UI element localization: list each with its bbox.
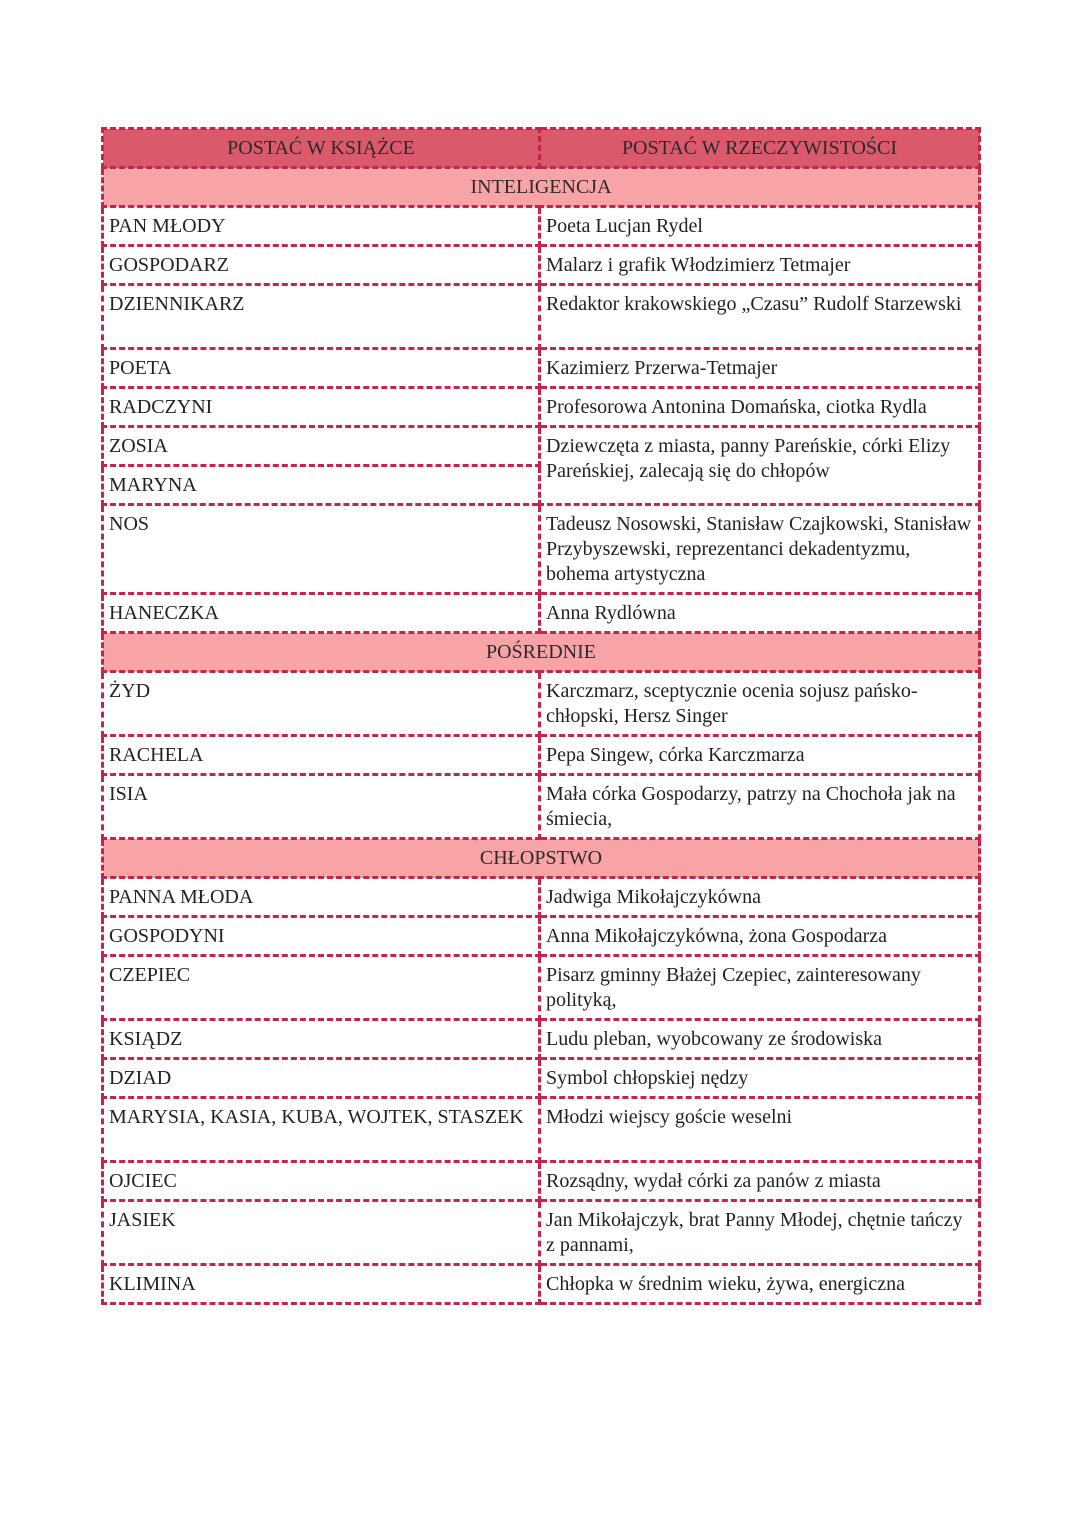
table-row [103, 1059, 980, 1098]
table-row [103, 427, 980, 466]
book-character-cell: MARYNA [103, 466, 540, 505]
table-row [103, 285, 980, 349]
book-character-cell: ZOSIA [103, 427, 540, 466]
section-title: INTELIGENCJA [103, 168, 980, 207]
real-person-cell: Anna Rydlówna [540, 594, 980, 633]
real-person-cell: Pisarz gminny Błażej Czepiec, zainteresowany polityką, [540, 956, 980, 1020]
table-row [103, 1020, 980, 1059]
real-person-cell: Malarz i grafik Włodzimierz Tetmajer [540, 246, 980, 285]
real-person-cell: Dziewczęta z miasta, panny Pareńskie, córki Elizy Pareńskiej, zalecają się do chłopów [540, 427, 980, 505]
header-book-character: POSTAĆ W KSIĄŻCE [103, 129, 540, 168]
section-row-inteligencja [103, 168, 980, 207]
table-row [103, 878, 980, 917]
book-character-cell: JASIEK [103, 1201, 540, 1265]
table-row [103, 736, 980, 775]
book-character-cell: DZIENNIKARZ [103, 285, 540, 349]
table-row [103, 672, 980, 736]
table-row [103, 388, 980, 427]
table-row [103, 1201, 980, 1265]
real-person-cell: Poeta Lucjan Rydel [540, 207, 980, 246]
section-title: POŚREDNIE [103, 633, 980, 672]
real-person-cell: Rozsądny, wydał córki za panów z miasta [540, 1162, 980, 1201]
table-row [103, 207, 980, 246]
real-person-cell: Kazimierz Przerwa-Tetmajer [540, 349, 980, 388]
book-character-cell: KLIMINA [103, 1265, 540, 1304]
section-row-chlopstwo [103, 839, 980, 878]
section-title: CHŁOPSTWO [103, 839, 980, 878]
section-row-posrednie [103, 633, 980, 672]
header-real-person: POSTAĆ W RZECZYWISTOŚCI [540, 129, 980, 168]
table-row [103, 246, 980, 285]
real-person-cell: Profesorowa Antonina Domańska, ciotka Rydla [540, 388, 980, 427]
real-person-cell: Symbol chłopskiej nędzy [540, 1059, 980, 1098]
header-row [103, 129, 980, 168]
book-character-cell: OJCIEC [103, 1162, 540, 1201]
book-character-cell: DZIAD [103, 1059, 540, 1098]
book-character-cell: GOSPODYNI [103, 917, 540, 956]
real-person-cell: Jadwiga Mikołajczykówna [540, 878, 980, 917]
book-character-cell: NOS [103, 505, 540, 594]
real-person-cell: Karczmarz, sceptycznie ocenia sojusz pańsko-chłopski, Hersz Singer [540, 672, 980, 736]
table-row [103, 917, 980, 956]
real-person-cell: Młodzi wiejscy goście weselni [540, 1098, 980, 1162]
table-row [103, 775, 980, 839]
book-character-cell: KSIĄDZ [103, 1020, 540, 1059]
real-person-cell: Tadeusz Nosowski, Stanisław Czajkowski, Stanisław Przybyszewski, reprezentanci dekadentyzmu, bohema artystyczna [540, 505, 980, 594]
book-character-cell: POETA [103, 349, 540, 388]
real-person-cell: Jan Mikołajczyk, brat Panny Młodej, chętnie tańczy z pannami, [540, 1201, 980, 1265]
book-character-cell: CZEPIEC [103, 956, 540, 1020]
characters-table [101, 127, 981, 1305]
book-character-cell: HANECZKA [103, 594, 540, 633]
table-row [103, 1162, 980, 1201]
real-person-cell: Redaktor krakowskiego „Czasu” Rudolf Starzewski [540, 285, 980, 349]
real-person-cell: Ludu pleban, wyobcowany ze środowiska [540, 1020, 980, 1059]
table-row [103, 956, 980, 1020]
book-character-cell: RACHELA [103, 736, 540, 775]
real-person-cell: Chłopka w średnim wieku, żywa, energiczna [540, 1265, 980, 1304]
real-person-cell: Pepa Singew, córka Karczmarza [540, 736, 980, 775]
table-row [103, 505, 980, 594]
table-row [103, 1265, 980, 1304]
book-character-cell: PAN MŁODY [103, 207, 540, 246]
book-character-cell: ŻYD [103, 672, 540, 736]
real-person-cell: Mała córka Gospodarzy, patrzy na Chochoła jak na śmiecia, [540, 775, 980, 839]
table-row [103, 594, 980, 633]
table-row [103, 349, 980, 388]
book-character-cell: ISIA [103, 775, 540, 839]
table-row [103, 1098, 980, 1162]
book-character-cell: PANNA MŁODA [103, 878, 540, 917]
book-character-cell: MARYSIA, KASIA, KUBA, WOJTEK, STASZEK [103, 1098, 540, 1162]
real-person-cell: Anna Mikołajczykówna, żona Gospodarza [540, 917, 980, 956]
book-character-cell: RADCZYNI [103, 388, 540, 427]
book-character-cell: GOSPODARZ [103, 246, 540, 285]
